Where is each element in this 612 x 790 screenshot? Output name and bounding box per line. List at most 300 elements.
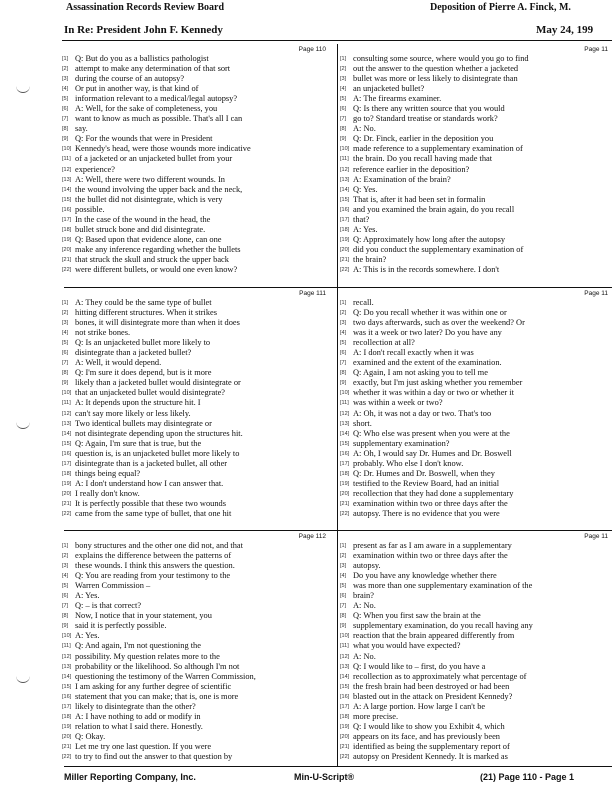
line-text: examined and the extent of the examination. — [353, 358, 502, 368]
transcript-line — [340, 489, 612, 499]
transcript-page-115 — [340, 533, 612, 765]
line-text: relation to what I said there. Honestly. — [75, 721, 203, 731]
transcript-line — [62, 205, 330, 215]
transcript-line — [340, 479, 612, 489]
line-text: experience? — [75, 164, 115, 174]
line-number: [1] — [340, 56, 347, 62]
line-text: Q: Again, I am not asking you to tell me — [353, 368, 488, 378]
line-text: did you conduct the supplementary examination of — [353, 244, 524, 254]
line-text: reaction that the brain appeared differently from — [353, 631, 515, 641]
transcript-line — [340, 114, 612, 124]
transcript-line — [62, 144, 330, 154]
transcript-line — [62, 409, 330, 419]
transcript-line — [340, 722, 612, 732]
line-text: Q: But do you as a ballistics pathologist — [75, 54, 209, 63]
line-text: reference earlier in the deposition? — [353, 164, 470, 174]
line-text: two days afterwards, such as over the weekend? Or — [353, 318, 525, 328]
line-text: Q: Dr. Finck, earlier in the deposition you — [353, 134, 494, 144]
line-text: explains the difference between the patterns of — [75, 551, 232, 561]
line-text: said it is perfectly possible. — [75, 621, 167, 631]
line-text: A: The firearms examiner. — [353, 94, 442, 104]
row-divider-2 — [64, 530, 612, 531]
transcript-line — [340, 144, 612, 154]
line-number: [3] — [340, 563, 347, 570]
line-text: A: No. — [353, 124, 376, 134]
line-text: Q: Again, I'm sure that is true, but the — [75, 438, 202, 448]
line-number: [21] — [340, 500, 350, 507]
line-text: Or put in another way, is that kind of — [75, 84, 199, 94]
transcript-line — [62, 104, 330, 114]
line-text: what you would have expected? — [353, 641, 461, 651]
line-number: [22] — [340, 266, 350, 273]
line-text: Q: Do you recall whether it was within one or — [353, 308, 507, 318]
line-number: [9] — [62, 380, 69, 387]
transcript-line — [340, 469, 612, 479]
line-text: blasted out in the attack on President Kennedy? — [353, 691, 513, 701]
transcript-line — [340, 429, 612, 439]
line-text: can't say more likely or less likely. — [75, 408, 191, 418]
line-text: testified to the Review Board, had an initial — [353, 478, 500, 488]
transcript-line — [62, 175, 330, 185]
transcript-line — [340, 439, 612, 449]
line-number: [12] — [340, 410, 350, 417]
page-number: Page 11 — [584, 46, 608, 53]
line-number: [18] — [62, 713, 72, 720]
line-text: A: I have nothing to add or modify in — [75, 711, 201, 721]
transcript-line — [340, 752, 612, 762]
line-text: A: A large portion. How large I can't be — [353, 701, 486, 711]
line-text: more precise. — [353, 711, 399, 721]
line-text: examination within two or three days after the — [353, 498, 508, 508]
line-number: [6] — [62, 350, 69, 357]
line-number: [15] — [340, 683, 350, 690]
line-text: Now, I notice that in your statement, you — [75, 611, 212, 621]
transcript-line — [62, 692, 330, 702]
line-text: brain? — [353, 591, 374, 601]
line-number: [19] — [62, 480, 72, 487]
transcript-line — [340, 175, 612, 185]
transcript-line — [340, 712, 612, 722]
footer-page-range: (21) Page 110 - Page 1 — [480, 772, 575, 782]
transcript-line — [340, 245, 612, 255]
line-number: [8] — [340, 370, 347, 377]
line-text: not strike bones. — [75, 328, 131, 338]
line-number: [1] — [62, 300, 69, 306]
transcript-line — [340, 419, 612, 429]
transcript-line — [62, 551, 330, 561]
line-text: was more than one supplementary examination of the — [353, 581, 533, 591]
line-text: Warren Commission – — [75, 581, 151, 591]
line-text: Q: Approximately how long after the autopsy — [353, 234, 506, 244]
transcript-line — [340, 571, 612, 581]
transcript-line — [62, 114, 330, 124]
transcript-line — [62, 732, 330, 742]
transcript-line — [340, 185, 612, 195]
line-number: [2] — [340, 310, 347, 317]
line-text: recall. — [353, 298, 374, 307]
line-text: whether it was within a day or two or whether it — [353, 388, 514, 398]
line-number: [16] — [62, 450, 72, 457]
line-number: [5] — [340, 583, 347, 590]
transcript-line — [340, 398, 612, 408]
line-text: that an unjacketed bullet would disintegrate? — [75, 388, 226, 398]
line-text: that struck the skull and struck the upper back — [75, 254, 229, 264]
line-text: questioning the testimony of the Warren Commission, — [75, 671, 256, 681]
line-number: [1] — [62, 56, 69, 62]
transcript-line — [340, 348, 612, 358]
transcript-line — [62, 752, 330, 762]
line-text: A: Yes. — [353, 224, 378, 234]
line-text: Q: I would like to show you Exhibit 4, which — [353, 721, 505, 731]
line-number: [20] — [340, 733, 350, 740]
line-number: [10] — [62, 633, 72, 640]
line-text: that? — [353, 214, 370, 224]
line-text: bullet was more or less likely to disintegrate than — [353, 74, 518, 84]
line-text: A: Oh, I would say Dr. Humes and Dr. Boswell — [353, 448, 512, 458]
line-text: make any inference regarding whether the bullets — [75, 244, 241, 254]
line-text: exactly, but I'm just asking whether you remember — [353, 378, 523, 388]
header-rule — [62, 40, 612, 41]
transcript-line — [340, 641, 612, 651]
line-number: [5] — [340, 96, 347, 103]
transcript-line — [340, 134, 612, 144]
line-number: [12] — [62, 166, 72, 173]
transcript-line — [340, 581, 612, 591]
line-number: [3] — [62, 76, 69, 83]
transcript-line — [340, 298, 612, 308]
transcript-line — [62, 388, 330, 398]
transcript-line — [340, 195, 612, 205]
transcript-line — [62, 662, 330, 672]
line-number: [8] — [340, 126, 347, 133]
line-number: [11] — [62, 156, 71, 163]
line-text: identified as being the supplementary report of — [353, 741, 510, 751]
line-number: [6] — [62, 593, 69, 600]
line-text: A: I don't recall exactly when it was — [353, 348, 474, 358]
line-number: [13] — [62, 176, 72, 183]
line-number: [15] — [62, 196, 72, 203]
line-number: [20] — [340, 490, 350, 497]
line-number: [15] — [62, 440, 72, 447]
page-number: Page 111 — [299, 290, 326, 297]
line-text: bullet struck bone and did disintegrate. — [75, 224, 206, 234]
line-number: [17] — [62, 703, 72, 710]
transcript-line — [340, 561, 612, 571]
line-number: [1] — [340, 300, 347, 306]
line-number: [21] — [62, 500, 72, 507]
line-text: was within a week or two? — [353, 398, 443, 408]
line-number: [19] — [62, 723, 72, 730]
line-text: the fresh brain had been destroyed or had been — [353, 681, 510, 691]
transcript-line — [62, 94, 330, 104]
line-number: [21] — [340, 743, 350, 750]
line-number: [13] — [62, 663, 72, 670]
transcript-line — [62, 449, 330, 459]
transcript-line — [62, 255, 330, 265]
line-number: [14] — [340, 673, 350, 680]
transcript-line — [62, 398, 330, 408]
line-number: [6] — [340, 106, 347, 113]
transcript-line — [340, 692, 612, 702]
line-text: consulting some source, where would you go to find — [353, 54, 529, 63]
line-text: disintegrate than is a jacketed bullet, all other — [75, 458, 228, 468]
transcript-line — [340, 652, 612, 662]
transcript-line — [62, 581, 330, 591]
transcript-line — [340, 308, 612, 318]
line-text: That is, after it had been set in formalin — [353, 194, 486, 204]
line-text: supplementary examination? — [353, 438, 450, 448]
footer-company: Miller Reporting Company, Inc. — [64, 772, 196, 782]
transcript-line — [340, 64, 612, 74]
line-number: [16] — [62, 693, 72, 700]
line-text: In the case of the wound in the head, the — [75, 214, 211, 224]
header-board-name: Assassination Records Review Board — [66, 2, 225, 13]
line-text: A: Well, there were two different wounds. In — [75, 174, 225, 184]
line-number: [16] — [340, 206, 350, 213]
line-number: [15] — [340, 196, 350, 203]
line-number: [12] — [62, 410, 72, 417]
line-number: [5] — [62, 583, 69, 590]
transcript-line — [340, 662, 612, 672]
line-number: [9] — [62, 623, 69, 630]
line-text: A: This is in the records somewhere. I don't — [353, 264, 500, 274]
line-number: [19] — [340, 236, 350, 243]
line-number: [17] — [340, 216, 350, 223]
line-number: [8] — [62, 126, 69, 133]
transcript-line — [62, 185, 330, 195]
transcript-line — [62, 469, 330, 479]
transcript-line — [340, 368, 612, 378]
line-number: [3] — [340, 320, 347, 327]
line-text: A: They could be the same type of bullet — [75, 298, 212, 307]
transcript-line — [340, 104, 612, 114]
transcript-line — [62, 419, 330, 429]
line-number: [14] — [62, 186, 72, 193]
line-number: [19] — [340, 480, 350, 487]
line-text: the bullet did not disintegrate, which is very — [75, 194, 223, 204]
transcript-line — [62, 368, 330, 378]
line-number: [8] — [340, 613, 347, 620]
line-text: Q: Is an unjacketed bullet more likely to — [75, 338, 211, 348]
line-number: [11] — [62, 400, 71, 407]
transcript-line — [62, 154, 330, 164]
line-text: A: Yes. — [75, 591, 100, 601]
transcript-line — [62, 328, 330, 338]
line-number: [4] — [340, 86, 347, 93]
transcript-line — [62, 378, 330, 388]
line-text: A: Yes. — [75, 631, 100, 641]
line-number: [5] — [340, 340, 347, 347]
line-number: [4] — [62, 86, 69, 93]
line-number: [22] — [62, 510, 72, 517]
transcript-line — [62, 64, 330, 74]
line-number: [14] — [62, 430, 72, 437]
transcript-line — [340, 499, 612, 509]
line-number: [6] — [340, 593, 347, 600]
line-text: autopsy. — [353, 561, 381, 571]
line-text: A: No. — [353, 601, 376, 611]
transcript-line — [340, 94, 612, 104]
transcript-line — [62, 74, 330, 84]
transcript-line — [62, 165, 330, 175]
line-number: [6] — [62, 106, 69, 113]
line-number: [8] — [62, 613, 69, 620]
line-text: likely to disintegrate than the other? — [75, 701, 196, 711]
transcript-line — [62, 571, 330, 581]
line-text: possible. — [75, 204, 105, 214]
line-number: [5] — [62, 340, 69, 347]
line-text: out the answer to the question whether a jacketed — [353, 64, 519, 74]
line-number: [18] — [340, 713, 350, 720]
line-number: [17] — [340, 460, 350, 467]
line-number: [8] — [62, 370, 69, 377]
transcript-line — [62, 348, 330, 358]
transcript-line — [340, 672, 612, 682]
line-text: likely than a jacketed bullet would disintegrate or — [75, 378, 241, 388]
column-divider — [337, 44, 338, 766]
transcript-line — [62, 489, 330, 499]
line-number: [11] — [62, 643, 71, 650]
transcript-line — [62, 338, 330, 348]
line-number: [10] — [62, 146, 72, 153]
line-text: things being equal? — [75, 468, 141, 478]
line-text: Q: And again, I'm not questioning the — [75, 641, 201, 651]
line-text: an unjacketed bullet? — [353, 84, 425, 94]
line-text: Q: Who else was present when you were at the — [353, 428, 510, 438]
transcript-line — [340, 318, 612, 328]
transcript-line — [62, 235, 330, 245]
line-number: [7] — [62, 360, 69, 367]
line-number: [18] — [62, 470, 72, 477]
line-number: [17] — [62, 216, 72, 223]
transcript-line — [62, 245, 330, 255]
page-number: Page 11 — [584, 290, 608, 297]
line-text: want to know as much as possible. That's all I can — [75, 114, 243, 124]
transcript-line — [340, 551, 612, 561]
line-number: [17] — [62, 460, 72, 467]
transcript-line — [340, 591, 612, 601]
line-number: [7] — [62, 603, 69, 610]
line-number: [11] — [340, 400, 349, 407]
transcript-line — [340, 541, 612, 551]
transcript-line — [340, 601, 612, 611]
transcript-line — [62, 682, 330, 692]
transcript-line — [62, 672, 330, 682]
line-number: [20] — [62, 490, 72, 497]
line-text: recollection as to approximately what percentage of — [353, 671, 527, 681]
line-number: [16] — [62, 206, 72, 213]
transcript-line — [340, 265, 612, 275]
transcript-line — [62, 509, 330, 519]
line-number: [10] — [62, 390, 72, 397]
line-text: recollection at all? — [353, 338, 415, 348]
transcript-line — [62, 429, 330, 439]
line-number: [12] — [340, 166, 350, 173]
line-number: [21] — [62, 256, 72, 263]
line-text: I really don't know. — [75, 488, 140, 498]
line-text: bones, it will disintegrate more than when it does — [75, 318, 240, 328]
line-text: say. — [75, 124, 88, 134]
line-text: A: Examination of the brain? — [353, 174, 451, 184]
line-text: I am asking for any further degree of scientific — [75, 681, 232, 691]
transcript-line — [62, 225, 330, 235]
transcript-line — [62, 215, 330, 225]
footer-brand: Min-U-Script® — [294, 772, 355, 782]
margin-hole-mark — [16, 672, 30, 683]
line-number: [4] — [340, 330, 347, 337]
transcript-line — [340, 742, 612, 752]
line-number: [3] — [340, 76, 347, 83]
transcript-line — [340, 328, 612, 338]
line-text: the wound involving the upper back and the neck, — [75, 184, 243, 194]
line-text: not disintegrate depending upon the structures hit. — [75, 428, 243, 438]
line-text: autopsy. There is no evidence that you were — [353, 508, 500, 518]
line-number: [11] — [340, 643, 349, 650]
line-number: [4] — [340, 573, 347, 580]
transcript-line — [340, 74, 612, 84]
line-text: came from the same type of bullet, that one hit — [75, 508, 232, 518]
line-text: Q: Based upon that evidence alone, can one — [75, 234, 222, 244]
transcript-line — [340, 215, 612, 225]
line-text: question is, is an unjacketed bullet more likely to — [75, 448, 240, 458]
line-text: and you examined the brain again, do you recall — [353, 204, 515, 214]
line-text: Q: Okay. — [75, 731, 106, 741]
line-number: [2] — [62, 553, 69, 560]
transcript-line — [340, 154, 612, 164]
line-number: [2] — [62, 310, 69, 317]
transcript-line — [340, 205, 612, 215]
line-text: Q: Is there any written source that you would — [353, 104, 505, 114]
line-text: Q: When you first saw the brain at the — [353, 611, 481, 621]
transcript-line — [62, 541, 330, 551]
transcript-line — [340, 84, 612, 94]
line-number: [16] — [340, 450, 350, 457]
line-text: the brain. Do you recall having made that — [353, 154, 493, 164]
line-number: [22] — [62, 753, 72, 760]
transcript-line — [62, 641, 330, 651]
line-text: A: Well, for the sake of completeness, you — [75, 104, 218, 114]
line-number: [13] — [340, 420, 350, 427]
header-case-name: In Re: President John F. Kennedy — [64, 24, 223, 36]
transcript-line — [340, 409, 612, 419]
line-text: It is perfectly possible that these two wounds — [75, 498, 226, 508]
transcript-line — [340, 449, 612, 459]
line-text: Let me try one last question. If you were — [75, 741, 212, 751]
line-text: Kennedy's head, were those wounds more indicative — [75, 144, 251, 154]
line-number: [9] — [340, 380, 347, 387]
line-text: statement that you can make; that is, one is more — [75, 691, 239, 701]
line-text: during the course of an autopsy? — [75, 74, 185, 84]
line-number: [7] — [62, 116, 69, 123]
transcript-line — [340, 611, 612, 621]
line-number: [21] — [340, 256, 350, 263]
line-text: Q: Yes. — [353, 184, 378, 194]
line-text: probably. Who else I don't know. — [353, 458, 464, 468]
line-number: [13] — [62, 420, 72, 427]
transcript-page-110 — [62, 46, 330, 286]
line-text: attempt to make any determination of that sort — [75, 64, 231, 74]
line-text: examination within two or three days after the — [353, 551, 508, 561]
line-number: [19] — [62, 236, 72, 243]
line-text: A: It depends upon the structure hit. I — [75, 398, 201, 408]
line-number: [13] — [340, 176, 350, 183]
margin-hole-mark — [16, 418, 30, 429]
footer-rule — [64, 766, 612, 767]
line-text: possibility. My question relates more to the — [75, 651, 220, 661]
line-number: [14] — [62, 673, 72, 680]
transcript-line — [62, 499, 330, 509]
line-number: [5] — [62, 96, 69, 103]
